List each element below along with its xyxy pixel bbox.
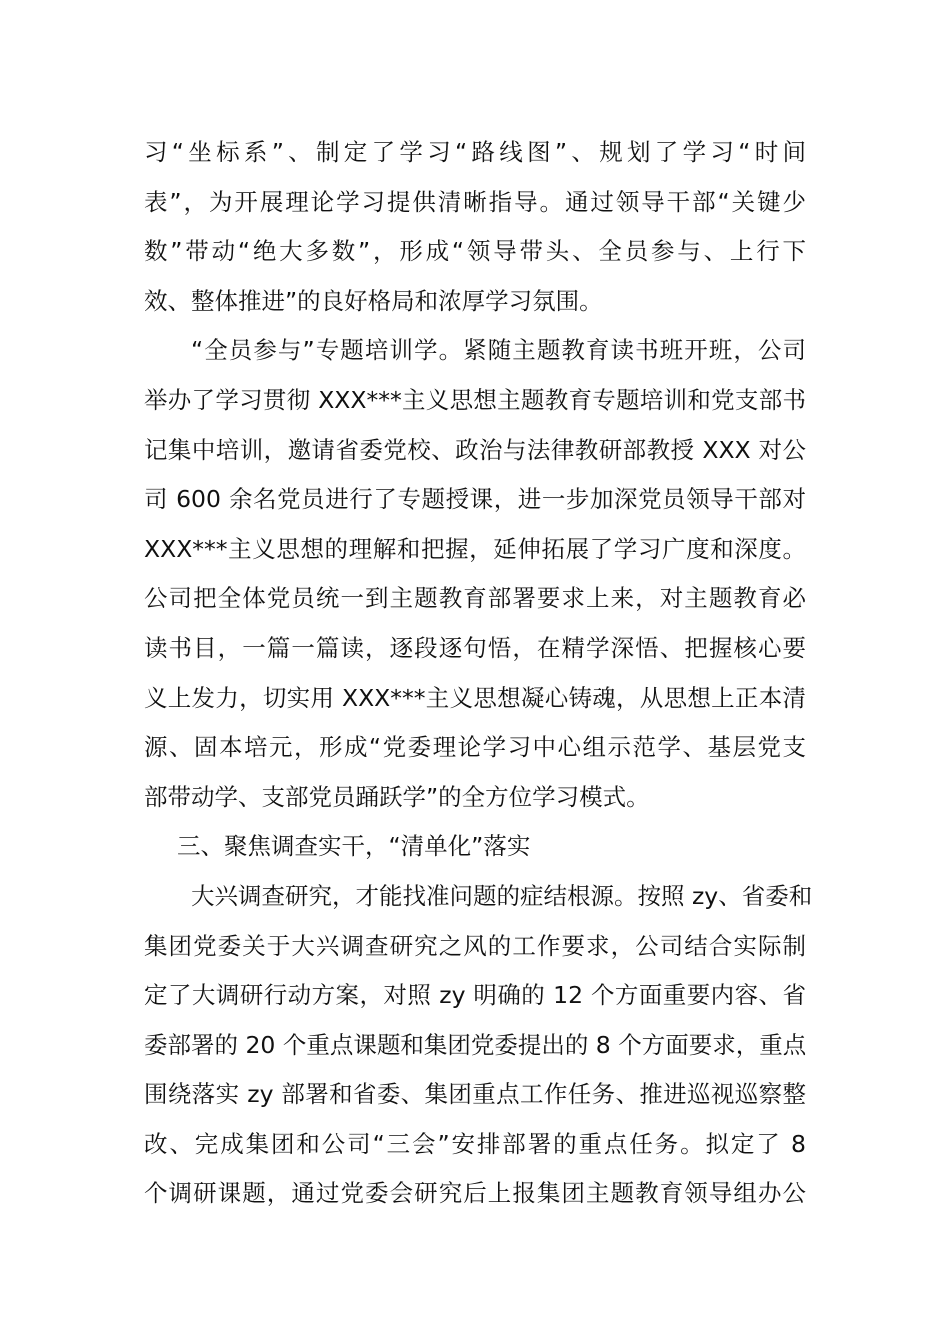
- paragraph-line: XXX***主义思想的理解和把握，延伸拓展了学习广度和深度。: [144, 534, 806, 563]
- paragraph-line: 举办了学习贯彻 XXX***主义思想主题教育专题培训和党支部书: [144, 385, 806, 414]
- paragraph-line: 司 600 余名党员进行了专题授课，进一步加深党员领导干部对: [144, 485, 806, 514]
- paragraph-line: 效、整体推进”的良好格局和浓厚学习氛围。: [144, 286, 603, 315]
- paragraph-line: 委部署的 20 个重点课题和集团党委提出的 8 个方面要求，重点: [144, 1030, 807, 1059]
- paragraph-line: 表”，为开展理论学习提供清晰指导。通过领导干部“关键少: [144, 187, 806, 216]
- paragraph-line: 改、完成集团和公司“三会”安排部署的重点任务。拟定了 8: [144, 1129, 806, 1158]
- paragraph-line: 大兴调查研究，才能找准问题的症结根源。按照 zy、省委和: [191, 881, 813, 910]
- paragraph-line: 记集中培训，邀请省委党校、政治与法律教研部教授 XXX 对公: [144, 435, 806, 464]
- paragraph-line: 个调研课题，通过党委会研究后上报集团主题教育领导组办公: [144, 1179, 806, 1208]
- paragraph-line: 集团党委关于大兴调查研究之风的工作要求，公司结合实际制: [144, 931, 806, 960]
- paragraph-line: 定了大调研行动方案，对照 zy 明确的 12 个方面重要内容、省: [144, 981, 806, 1010]
- paragraph-line: 围绕落实 zy 部署和省委、集团重点工作任务、推进巡视巡察整: [144, 1080, 806, 1109]
- paragraph-line: 部带动学、支部党员踊跃学”的全方位学习模式。: [144, 782, 650, 811]
- document-body: [144, 128, 813, 1219]
- paragraph-line: “全员参与”专题培训学。紧随主题教育读书班开班，公司: [191, 336, 806, 365]
- paragraph-line: 读书目，一篇一篇读，逐段逐句悟，在精学深悟、把握核心要: [144, 633, 806, 662]
- section-heading: 三、聚焦调查实干，“清单化”落实: [177, 832, 531, 861]
- paragraph-line: 习“坐标系”、制定了学习“路线图”、规划了学习“时间: [144, 138, 806, 166]
- paragraph-line: 数”带动“绝大多数”，形成“领导带头、全员参与、上行下: [144, 237, 806, 266]
- paragraph-line: 源、固本培元，形成“党委理论学习中心组示范学、基层党支: [144, 733, 806, 762]
- paragraph-line: 义上发力，切实用 XXX***主义思想凝心铸魂，从思想上正本清: [144, 683, 806, 712]
- paragraph-line: 公司把全体党员统一到主题教育部署要求上来，对主题教育必: [144, 584, 806, 613]
